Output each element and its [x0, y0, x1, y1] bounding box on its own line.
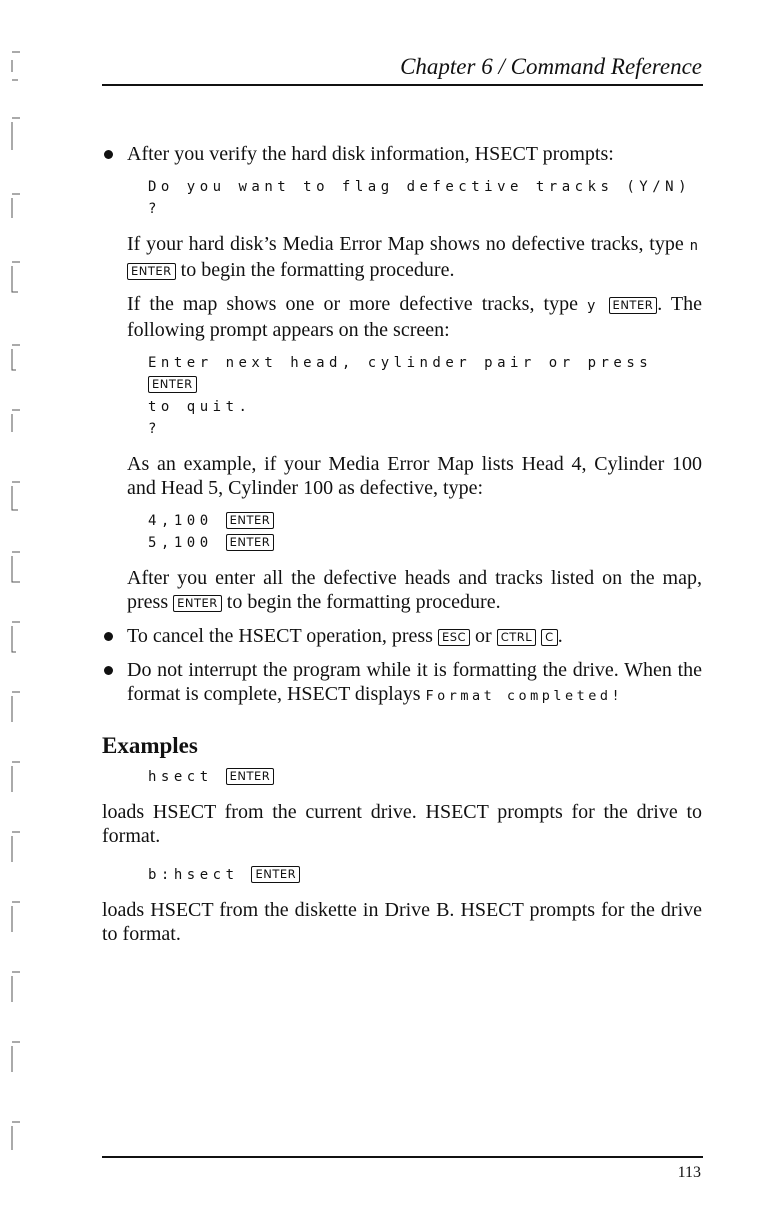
- page-number: 113: [677, 1164, 701, 1181]
- example-desc-hsect: loads HSECT from the current drive. HSECT prompts for the drive to format.: [102, 801, 702, 847]
- example-desc-b-hsect: loads HSECT from the diskette in Drive B. HSECT prompts for the drive to format.: [102, 899, 702, 945]
- enter-key: ENTER: [226, 534, 275, 551]
- prompt-line: Enter next head, cylinder pair or press: [148, 355, 653, 371]
- para-has-defects: If the map shows one or more defective tracks, type y ENTER . The following prompt appears on the screen:: [127, 293, 703, 341]
- ctrl-key: CTRL: [497, 629, 536, 646]
- example-entry: 5,100 ENTER: [148, 532, 702, 554]
- enter-key: ENTER: [226, 768, 275, 785]
- bullet-text: After you verify the hard disk information, HSECT prompts:: [127, 143, 614, 165]
- c-key: C: [541, 629, 558, 646]
- enter-key: ENTER: [251, 866, 300, 883]
- prompt-cursor: ?: [148, 421, 161, 437]
- bullet-do-not-interrupt: Do not interrupt the program while it is formatting the drive. When the format is complete, HSECT displays Format completed!: [102, 658, 702, 708]
- prompt-line: Do you want to flag defective tracks (Y/N): [148, 179, 692, 195]
- header-rule: [102, 84, 703, 86]
- format-completed-message: Format completed!: [425, 688, 624, 704]
- chapter-header: Chapter 6 / Command Reference: [400, 54, 702, 79]
- enter-key: ENTER: [226, 512, 275, 529]
- example-entries: [148, 510, 702, 554]
- example-command-b-hsect: b:hsect ENTER: [148, 864, 702, 886]
- prompt-cursor: ?: [148, 201, 161, 217]
- enter-key: ENTER: [173, 595, 222, 612]
- example-entry: 4,100 ENTER: [148, 510, 702, 532]
- bullet-cancel: To cancel the HSECT operation, press ESC or CTRL C .: [102, 624, 702, 648]
- enter-key: ENTER: [148, 376, 197, 393]
- example-command-hsect: hsect ENTER: [148, 766, 702, 788]
- binding-marks: [0, 0, 40, 1217]
- footer-rule: [102, 1156, 703, 1158]
- bullet-verify-info: [102, 142, 702, 166]
- prompt-flag-defective: [148, 176, 702, 220]
- examples-heading: Examples: [102, 733, 198, 758]
- cmd-y: y: [587, 298, 600, 314]
- prompt-enter-pair: [148, 352, 702, 440]
- enter-key: ENTER: [609, 297, 658, 314]
- cmd-n: n: [689, 238, 702, 254]
- enter-key: ENTER: [127, 263, 176, 280]
- para-after-entry: After you enter all the defective heads and tracks listed on the map, press ENTER to begin the formatting procedure.: [127, 567, 702, 613]
- prompt-line: to quit.: [148, 399, 252, 415]
- para-example: As an example, if your Media Error Map lists Head 4, Cylinder 100 and Head 5, Cylinder 100 as defective, type:: [127, 453, 702, 499]
- para-no-defects: If your hard disk’s Media Error Map shows no defective tracks, type n ENTER to begin the formatting procedure.: [127, 233, 702, 281]
- page-body: [102, 142, 702, 956]
- esc-key: ESC: [438, 629, 470, 646]
